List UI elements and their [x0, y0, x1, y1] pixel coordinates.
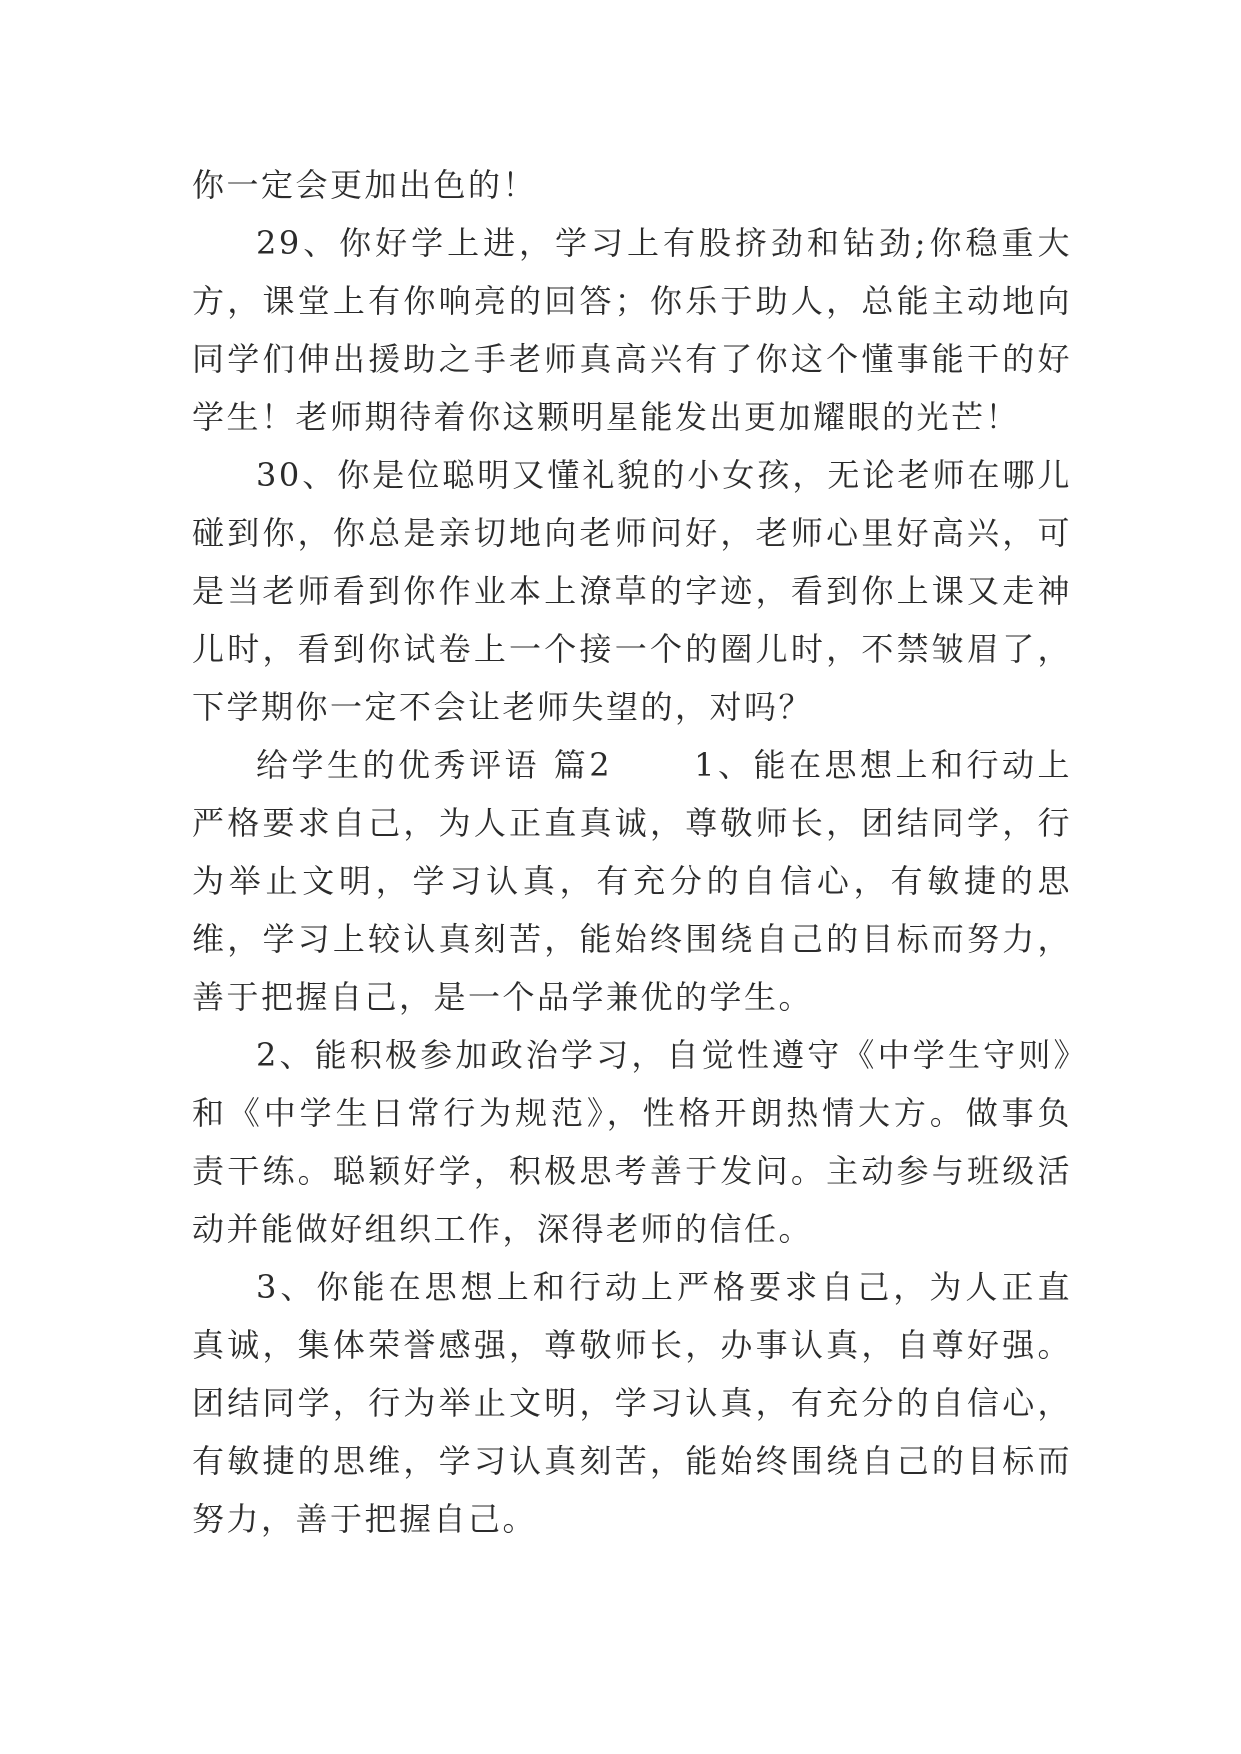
paragraph-section-2-comment-1: [192, 736, 1072, 1026]
paragraph-comment-29: 29、你好学上进，学习上有股挤劲和钻劲;你稳重大方，课堂上有你响亮的回答；你乐于助人，总能主动地向同学们伸出援助之手老师真高兴有了你这个懂事能干的好学生！老师期待着你这颗明星能发出更加耀眼的光芒！: [192, 224, 1072, 436]
document-body: [192, 156, 1072, 1548]
paragraph-comment-2: 2、能积极参加政治学习，自觉性遵守《中学生守则》和《中学生日常行为规范》，性格开朗热情大方。做事负责干练。聪颖好学，积极思考善于发问。主动参与班级活动并能做好组织工作，深得老师的信任。: [192, 1036, 1072, 1248]
comment-1-text: 1、能在思想上和行动上严格要求自己，为人正直真诚，尊敬师长，团结同学，行为举止文明，学习认真，有充分的自信心，有敏捷的思维，学习上较认真刻苦，能始终围绕自己的目标而努力，善于把握自己，是一个品学兼优的学生。: [192, 746, 1072, 1016]
paragraph-comment-30: 30、你是位聪明又懂礼貌的小女孩，无论老师在哪儿碰到你，你总是亲切地向老师问好，老师心里好高兴，可是当老师看到你作业本上潦草的字迹，看到你上课又走神儿时，看到你试卷上一个接一个的圈儿时，不禁皱眉了，下学期你一定不会让老师失望的，对吗？: [192, 456, 1072, 726]
section-heading: 给学生的优秀评语 篇2: [256, 746, 613, 784]
paragraph-continuation: 你一定会更加出色的！: [192, 166, 538, 204]
paragraph-comment-3: 3、你能在思想上和行动上严格要求自己，为人正直真诚，集体荣誉感强，尊敬师长，办事认真，自尊好强。团结同学，行为举止文明，学习认真，有充分的自信心，有敏捷的思维，学习认真刻苦，能始终围绕自己的目标而努力，善于把握自己。: [192, 1268, 1072, 1538]
section-heading-gap: [612, 746, 694, 784]
